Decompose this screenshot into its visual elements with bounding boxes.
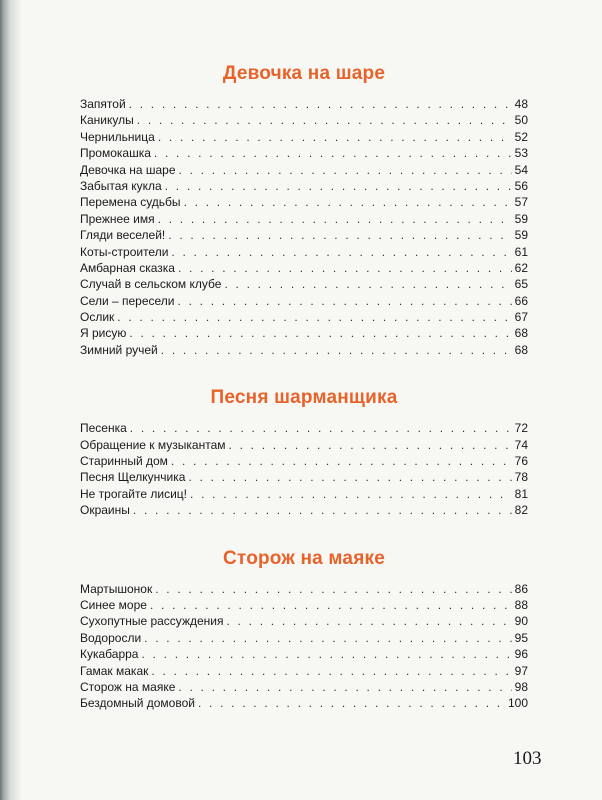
dot-leader <box>171 244 511 260</box>
toc-entry-page: 82 <box>514 503 528 518</box>
toc-entry-page: 68 <box>514 342 528 357</box>
dot-leader <box>190 486 512 502</box>
toc-entry-title: Сели – пересели <box>80 293 175 308</box>
dot-leader <box>178 260 512 276</box>
toc-entry-page: 59 <box>514 211 528 226</box>
toc-entry-title: Перемена судьбы <box>80 195 181 210</box>
dot-leader <box>133 502 512 518</box>
dot-leader <box>150 597 512 613</box>
dot-leader <box>188 469 511 485</box>
section-title: Сторож на маяке <box>223 547 385 569</box>
section-title: Песня шарманщика <box>210 387 398 409</box>
dot-leader <box>226 613 511 629</box>
toc-entry-title: Коты-строители <box>80 244 169 259</box>
toc-entry <box>80 613 528 629</box>
toc-entry-page: 88 <box>514 597 528 612</box>
dot-leader <box>144 630 511 646</box>
toc-entry-title: Запятой <box>80 97 126 111</box>
toc-entry-title: Бездомный домовой <box>80 696 195 711</box>
toc-entry <box>80 244 528 260</box>
dot-leader <box>151 663 511 679</box>
toc-entry-page: 90 <box>514 614 528 629</box>
toc-entry-page: 98 <box>514 679 528 694</box>
toc-entry-page: 81 <box>514 486 528 501</box>
toc-entry-title: Обращение к музыкантам <box>80 437 226 452</box>
toc-entry <box>80 112 528 128</box>
toc-entry-title: Не трогайте лисиц! <box>80 486 187 501</box>
toc-entry <box>80 129 528 145</box>
toc-entry <box>80 679 528 695</box>
toc-entry <box>80 437 528 453</box>
toc-entry-title: Гляди веселей! <box>80 228 166 243</box>
toc-entry-title: Забытая кукла <box>80 178 162 193</box>
toc-entry <box>80 260 528 276</box>
toc-entry-title: Кукабарра <box>80 647 139 662</box>
toc-entry-page: 74 <box>514 437 528 452</box>
dot-leader <box>224 276 511 292</box>
dot-leader <box>165 178 512 194</box>
toc-entry-page: 53 <box>514 146 528 161</box>
toc-entry-page: 95 <box>514 630 528 645</box>
toc-entry-page: 78 <box>514 470 528 485</box>
toc-entry-page: 62 <box>514 260 528 275</box>
toc-entry-title: Мартышонок <box>80 581 153 596</box>
toc-entry-title: Водоросли <box>80 630 142 645</box>
toc-entry-title: Случай в сельском клубе <box>80 277 222 292</box>
toc-entry <box>80 469 528 485</box>
toc-entry <box>80 581 528 597</box>
dot-leader <box>229 437 512 453</box>
toc-entry <box>80 646 528 662</box>
toc-entry <box>80 194 528 210</box>
toc-entry <box>80 597 528 613</box>
toc-entry-page: 65 <box>514 277 528 292</box>
dot-leader <box>155 581 511 597</box>
dot-leader <box>130 420 512 436</box>
toc-entry-title: Сухопутные рассуждения <box>80 614 224 629</box>
toc-entry <box>80 663 528 679</box>
toc-entry-title: Амбарная сказка <box>80 260 175 275</box>
toc-entry-title: Прежнее имя <box>80 211 155 226</box>
toc-entry <box>80 178 528 194</box>
toc-entry-page: 52 <box>514 129 528 144</box>
toc-entry <box>80 145 528 161</box>
toc-entry-title: Песня Щелкунчика <box>80 470 186 485</box>
dot-leader <box>179 162 512 178</box>
toc-entry-page: 76 <box>514 454 528 469</box>
toc-entry-title: Песенка <box>80 421 127 436</box>
toc-entry <box>80 276 528 292</box>
dot-leader <box>198 695 505 711</box>
toc-entry-title: Гамак макак <box>80 663 149 678</box>
section-title: Девочка на шаре <box>222 63 386 84</box>
toc-entry <box>80 486 528 502</box>
toc-entry-title: Зимний ручей <box>80 342 158 357</box>
toc-entry-page: 56 <box>514 178 528 193</box>
book-spine-shadow <box>0 0 22 800</box>
toc-entry-page: 54 <box>514 162 528 177</box>
toc-entry <box>80 325 528 341</box>
toc-entry <box>80 162 528 178</box>
toc-entry-title: Я рисую <box>80 326 127 341</box>
toc-entry <box>80 211 528 227</box>
toc-entry-page: 61 <box>514 244 528 259</box>
toc-entry <box>80 293 528 309</box>
toc-entry-page: 57 <box>514 195 528 210</box>
dot-leader <box>141 646 511 662</box>
toc-entry <box>80 342 528 358</box>
toc-entry <box>80 227 528 243</box>
dot-leader <box>184 194 512 210</box>
table-of-contents <box>80 62 528 712</box>
toc-entry-title: Окраины <box>80 503 130 518</box>
dot-leader <box>161 342 512 358</box>
toc-entry-page: 48 <box>514 97 528 111</box>
page-number: 103 <box>513 748 542 769</box>
toc-entry <box>80 420 528 436</box>
dot-leader <box>158 129 512 145</box>
toc-entry <box>80 695 528 711</box>
dot-leader <box>171 453 512 469</box>
toc-entry <box>80 502 528 518</box>
dot-leader <box>154 145 512 161</box>
toc-entry-title: Сторож на маяке <box>80 679 176 694</box>
toc-entry-page: 97 <box>514 663 528 678</box>
dot-leader <box>178 293 512 309</box>
toc-entry <box>80 96 528 112</box>
toc-entry-page: 96 <box>514 647 528 662</box>
toc-entry-title: Ослик <box>80 310 115 325</box>
toc-entry-page: 67 <box>514 310 528 325</box>
dot-leader <box>168 227 511 243</box>
dot-leader <box>129 96 512 112</box>
toc-entry <box>80 630 528 646</box>
toc-entry-page: 72 <box>514 421 528 436</box>
toc-entry-page: 68 <box>514 326 528 341</box>
dot-leader <box>137 112 512 128</box>
toc-entry <box>80 309 528 325</box>
toc-list <box>80 96 528 358</box>
toc-entry-page: 100 <box>507 696 528 711</box>
toc-entry-title: Девочка на шаре <box>80 162 176 177</box>
toc-entry-title: Старинный дом <box>80 454 168 469</box>
dot-leader <box>158 211 512 227</box>
toc-entry-title: Промокашка <box>80 146 151 161</box>
toc-entry-page: 50 <box>514 113 528 128</box>
toc-list <box>80 581 528 712</box>
toc-entry-page: 66 <box>514 293 528 308</box>
toc-entry-title: Чернильница <box>80 129 155 144</box>
dot-leader <box>129 325 511 341</box>
dot-leader <box>178 679 511 695</box>
toc-entry <box>80 453 528 469</box>
toc-list <box>80 420 528 518</box>
toc-entry-title: Каникулы <box>80 113 134 128</box>
toc-entry-page: 86 <box>514 581 528 596</box>
dot-leader <box>117 309 511 325</box>
toc-entry-title: Синее море <box>80 597 147 612</box>
toc-entry-page: 59 <box>514 228 528 243</box>
